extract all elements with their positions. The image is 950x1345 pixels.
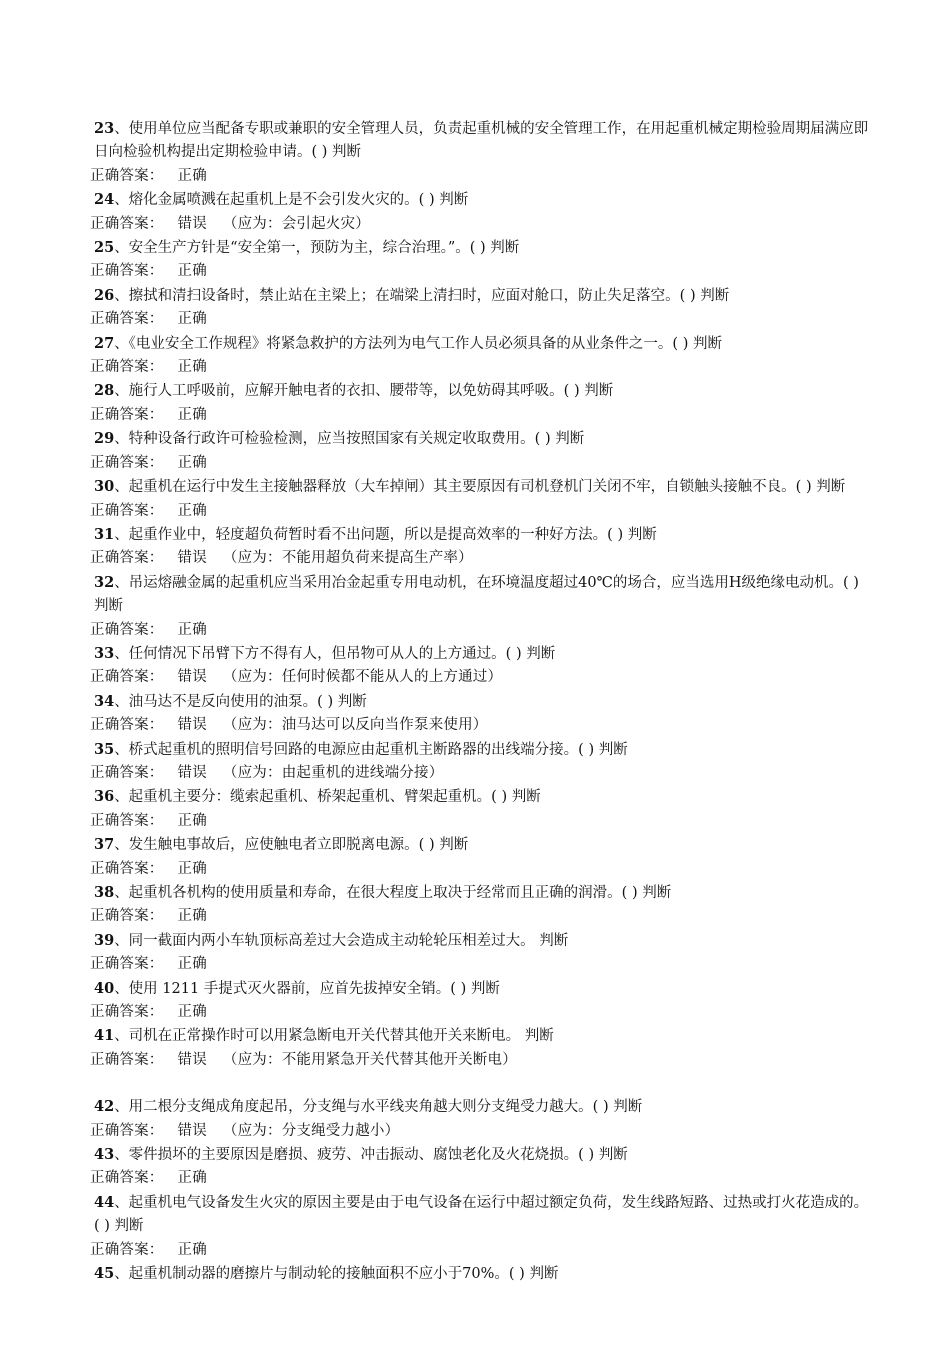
answer-value: 正确 bbox=[177, 406, 207, 423]
question-text: 、熔化金属喷溅在起重机上是不会引发火灾的。( ) 判断 bbox=[114, 192, 469, 209]
question-number: 45 bbox=[94, 1265, 115, 1283]
question-23 bbox=[90, 117, 870, 165]
question-number: 31 bbox=[94, 525, 115, 543]
answer-note: （应为：油马达可以反向当作泵来使用） bbox=[222, 717, 488, 734]
question-number: 27 bbox=[94, 334, 115, 352]
answer-line bbox=[90, 547, 870, 570]
answer-label: 正确答案： bbox=[90, 956, 164, 973]
answer-value: 正确 bbox=[177, 1241, 207, 1258]
answer-label: 正确答案： bbox=[90, 215, 164, 232]
question-number: 38 bbox=[94, 884, 115, 901]
answer-value: 正确 bbox=[177, 167, 207, 184]
question-number: 29 bbox=[94, 430, 115, 448]
question-text: 、使用单位应当配备专职或兼职的安全管理人员，负责起重机械的安全管理工作，在用起重机械定期检验周期届满应即日向检验机构提出定期检验申请。( ) 判断 bbox=[94, 121, 869, 161]
answer-label: 正确答案： bbox=[90, 621, 164, 638]
question-number: 34 bbox=[94, 692, 115, 710]
question-36 bbox=[90, 785, 870, 809]
paragraph-gap bbox=[90, 1072, 870, 1095]
answer-label: 正确答案： bbox=[90, 406, 164, 423]
question-45 bbox=[90, 1262, 870, 1286]
answer-note: （应为：不能用紧急开关代替其他开关断电） bbox=[222, 1051, 517, 1068]
answer-value: 错误 bbox=[177, 1122, 207, 1139]
answer-value: 正确 bbox=[177, 502, 207, 519]
question-26 bbox=[90, 284, 870, 308]
question-35 bbox=[90, 738, 870, 762]
answer-label: 正确答案： bbox=[90, 454, 164, 471]
answer-value: 错误 bbox=[177, 764, 207, 781]
answer-label: 正确答案： bbox=[90, 1051, 164, 1068]
answer-label: 正确答案： bbox=[90, 263, 164, 280]
answer-label: 正确答案： bbox=[90, 502, 164, 519]
answer-line bbox=[90, 452, 870, 475]
answer-note: （应为：会引起火灾） bbox=[222, 215, 370, 232]
question-text: 、同一截面内两小车轨顶标高差过大会造成主动轮轮压相差过大。 判断 bbox=[114, 932, 569, 949]
answer-label: 正确答案： bbox=[90, 764, 164, 781]
answer-value: 正确 bbox=[177, 812, 207, 829]
answer-label: 正确答案： bbox=[90, 860, 164, 877]
question-42 bbox=[90, 1095, 870, 1119]
question-text: 、油马达不是反向使用的油泵。( ) 判断 bbox=[114, 693, 367, 710]
answer-label: 正确答案： bbox=[90, 1170, 164, 1187]
question-number: 37 bbox=[94, 836, 115, 854]
answer-value: 正确 bbox=[177, 359, 207, 376]
question-33 bbox=[90, 642, 870, 666]
answer-line bbox=[90, 308, 870, 331]
question-number: 42 bbox=[94, 1098, 115, 1116]
question-text: 、起重机在运行中发生主接触器释放（大车掉闸）其主要原因有司机登机门关闭不牢，自锁触头接触不良。( ) 判断 bbox=[114, 479, 846, 496]
question-text: 、《电业安全工作规程》将紧急救护的方法列为电气工作人员必须具备的从业条件之一。( ) 判断 bbox=[114, 335, 722, 352]
question-text: 、起重机制动器的磨擦片与制动轮的接触面积不应小于70%。( ) 判断 bbox=[114, 1266, 559, 1283]
question-number: 36 bbox=[94, 788, 115, 806]
question-37 bbox=[90, 833, 870, 857]
question-text: 、使用 1211 手提式灭火器前，应首先拔掉安全销。( ) 判断 bbox=[114, 980, 500, 997]
answer-value: 错误 bbox=[177, 1051, 207, 1068]
answer-note: （应为：分支绳受力越小） bbox=[222, 1122, 400, 1139]
answer-line bbox=[90, 356, 870, 379]
question-number: 23 bbox=[94, 120, 115, 137]
question-34 bbox=[90, 690, 870, 714]
question-text: 、安全生产方针是“安全第一，预防为主，综合治理。”。( ) 判断 bbox=[114, 240, 520, 257]
answer-value: 正确 bbox=[177, 956, 207, 973]
question-number: 32 bbox=[94, 573, 115, 591]
answer-label: 正确答案： bbox=[90, 717, 164, 734]
question-30 bbox=[90, 475, 870, 499]
question-40 bbox=[90, 977, 870, 1001]
question-text: 、施行人工呼吸前，应解开触电者的衣扣、腰带等，以免妨碍其呼吸。( ) 判断 bbox=[114, 383, 614, 400]
answer-line bbox=[90, 858, 870, 881]
answer-line bbox=[90, 1049, 870, 1072]
answer-line bbox=[90, 953, 870, 976]
answer-value: 错误 bbox=[177, 550, 207, 567]
question-24 bbox=[90, 188, 870, 212]
answer-label: 正确答案： bbox=[90, 1122, 164, 1139]
answer-note: （应为：任何时候都不能从人的上方通过） bbox=[222, 669, 503, 686]
question-text: 、用二根分支绳成角度起吊，分支绳与水平线夹角越大则分支绳受力越大。( ) 判断 bbox=[114, 1099, 643, 1116]
document-page bbox=[90, 117, 870, 1287]
answer-line bbox=[90, 165, 870, 188]
question-number: 41 bbox=[94, 1027, 115, 1045]
answer-value: 正确 bbox=[177, 621, 207, 638]
question-number: 24 bbox=[94, 191, 115, 209]
question-44 bbox=[90, 1191, 870, 1239]
question-text: 、擦拭和清扫设备时，禁止站在主梁上；在端梁上清扫时，应面对舱口，防止失足落空。( ) 判断 bbox=[114, 287, 730, 304]
answer-value: 正确 bbox=[177, 908, 207, 925]
question-25 bbox=[90, 236, 870, 260]
answer-value: 正确 bbox=[177, 1004, 207, 1021]
question-text: 、桥式起重机的照明信号回路的电源应由起重机主断路器的出线端分接。( ) 判断 bbox=[114, 741, 628, 758]
question-text: 、特种设备行政许可检验检测，应当按照国家有关规定收取费用。( ) 判断 bbox=[114, 431, 585, 448]
answer-value: 正确 bbox=[177, 1170, 207, 1187]
question-text: 、起重机电气设备发生火灾的原因主要是由于电气设备在运行中超过额定负荷，发生线路短路、过热或打火花造成的。( ) 判断 bbox=[94, 1194, 869, 1235]
question-text: 、发生触电事故后，应使触电者立即脱离电源。( ) 判断 bbox=[114, 837, 469, 854]
answer-line bbox=[90, 500, 870, 523]
question-number: 26 bbox=[94, 286, 115, 304]
answer-value: 正确 bbox=[177, 263, 207, 280]
answer-line bbox=[90, 762, 870, 785]
answer-label: 正确答案： bbox=[90, 167, 164, 184]
answer-value: 错误 bbox=[177, 215, 207, 232]
answer-line bbox=[90, 1120, 870, 1143]
question-text: 、起重机主要分：缆索起重机、桥架起重机、臂架起重机。( ) 判断 bbox=[114, 789, 541, 806]
answer-value: 正确 bbox=[177, 311, 207, 328]
answer-line bbox=[90, 260, 870, 283]
question-number: 35 bbox=[94, 740, 115, 758]
answer-label: 正确答案： bbox=[90, 359, 164, 376]
answer-label: 正确答案： bbox=[90, 812, 164, 829]
question-31 bbox=[90, 523, 870, 547]
answer-line bbox=[90, 213, 870, 236]
question-number: 39 bbox=[94, 931, 115, 949]
question-number: 44 bbox=[94, 1193, 115, 1211]
answer-line bbox=[90, 714, 870, 737]
answer-value: 错误 bbox=[177, 669, 207, 686]
question-28 bbox=[90, 379, 870, 403]
answer-label: 正确答案： bbox=[90, 1241, 164, 1258]
answer-value: 错误 bbox=[177, 717, 207, 734]
question-29 bbox=[90, 427, 870, 451]
answer-value: 正确 bbox=[177, 454, 207, 471]
question-text: 、零件损坏的主要原因是磨损、疲劳、冲击振动、腐蚀老化及火花烧损。( ) 判断 bbox=[114, 1147, 628, 1164]
question-text: 、司机在正常操作时可以用紧急断电开关代替其他开关来断电。 判断 bbox=[114, 1028, 554, 1045]
question-text: 、起重机各机构的使用质量和寿命，在很大程度上取决于经常而且正确的润滑。( ) 判断 bbox=[114, 885, 672, 901]
question-number: 28 bbox=[94, 382, 115, 400]
answer-label: 正确答案： bbox=[90, 908, 164, 925]
answer-note: （应为：由起重机的进线端分接） bbox=[222, 764, 444, 781]
answer-line bbox=[90, 619, 870, 642]
question-number: 33 bbox=[94, 644, 115, 662]
question-41 bbox=[90, 1024, 870, 1048]
answer-note: （应为：不能用超负荷来提高生产率） bbox=[222, 550, 473, 567]
question-text: 、任何情况下吊臂下方不得有人，但吊物可从人的上方通过。( ) 判断 bbox=[114, 645, 556, 662]
question-number: 40 bbox=[94, 979, 115, 997]
question-text: 、吊运熔融金属的起重机应当采用冶金起重专用电动机，在环境温度超过40℃的场合，应当选用H级绝缘电动机。( ) 判断 bbox=[94, 574, 859, 615]
answer-line bbox=[90, 404, 870, 427]
answer-line bbox=[90, 1167, 870, 1190]
question-number: 25 bbox=[94, 239, 115, 257]
answer-line bbox=[90, 666, 870, 689]
question-27 bbox=[90, 332, 870, 356]
answer-label: 正确答案： bbox=[90, 550, 164, 567]
question-number: 43 bbox=[94, 1146, 115, 1164]
answer-label: 正确答案： bbox=[90, 1004, 164, 1021]
answer-value: 正确 bbox=[177, 860, 207, 877]
question-43 bbox=[90, 1143, 870, 1167]
answer-line bbox=[90, 1239, 870, 1262]
answer-label: 正确答案： bbox=[90, 669, 164, 686]
question-number: 30 bbox=[94, 478, 115, 496]
question-38 bbox=[90, 881, 870, 905]
answer-line bbox=[90, 810, 870, 833]
answer-label: 正确答案： bbox=[90, 311, 164, 328]
answer-line bbox=[90, 1001, 870, 1024]
question-32 bbox=[90, 571, 870, 619]
question-39 bbox=[90, 929, 870, 953]
question-text: 、起重作业中，轻度超负荷暂时看不出问题，所以是提高效率的一种好方法。( ) 判断 bbox=[114, 526, 657, 543]
answer-line bbox=[90, 905, 870, 928]
